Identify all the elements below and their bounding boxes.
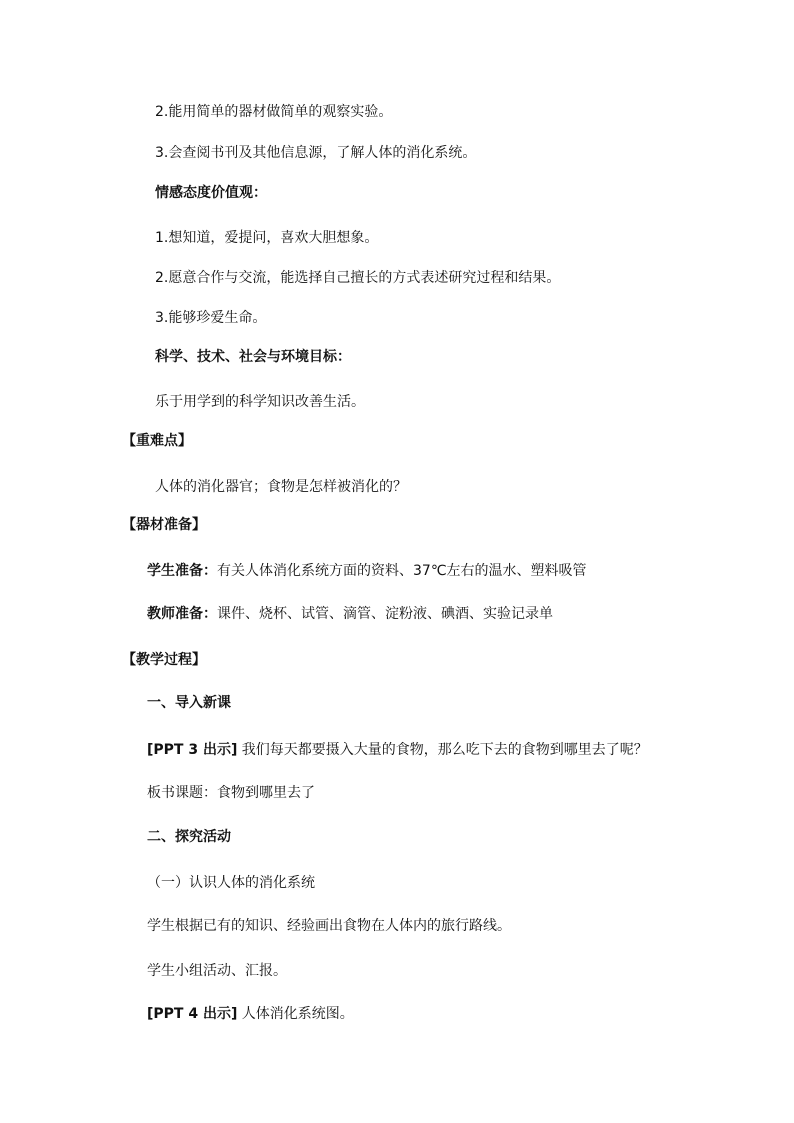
- intro-heading: 一、导入新课: [147, 695, 231, 711]
- ppt4-text: 人体消化系统图。: [237, 1006, 354, 1022]
- teacher-prep: [147, 604, 553, 624]
- student-prep-text: 有关人体消化系统方面的资料、37℃左右的温水、塑料吸管: [217, 563, 587, 579]
- student-prep-label: 学生准备：: [147, 563, 217, 579]
- process-heading: 【教学过程】: [122, 652, 206, 668]
- stse-text: 乐于用学到的科学知识改善生活。: [155, 394, 365, 410]
- emotion-item-3: 3.能够珍爱生命。: [155, 310, 267, 326]
- objective-item-3: 3.会查阅书刊及其他信息源，了解人体的消化系统。: [155, 145, 477, 161]
- sub-heading-1: （一）认识人体的消化系统: [147, 875, 315, 891]
- ppt4-line: [147, 1004, 354, 1024]
- emotion-item-2: 2.愿意合作与交流，能选择自己擅长的方式表述研究过程和结果。: [155, 270, 561, 286]
- ppt3-tag: [PPT 3 出示]: [147, 742, 238, 758]
- objective-item-2: 2.能用简单的器材做简单的观察实验。: [155, 104, 393, 120]
- teacher-prep-text: 课件、烧杯、试管、滴管、淀粉液、碘酒、实验记录单: [217, 606, 553, 622]
- student-prep: [147, 561, 587, 581]
- board-title: 板书课题：食物到哪里去了: [147, 785, 315, 801]
- emotion-item-1: 1.想知道，爱提问，喜欢大胆想象。: [155, 230, 379, 246]
- teacher-prep-label: 教师准备：: [147, 606, 217, 622]
- ppt3-text: 我们每天都要摄入大量的食物，那么吃下去的食物到哪里去了呢？: [237, 742, 648, 758]
- materials-heading: 【器材准备】: [122, 517, 206, 533]
- key-points-text: 人体的消化器官；食物是怎样被消化的？: [155, 479, 407, 495]
- emotion-heading: 情感态度价值观：: [155, 185, 267, 201]
- ppt3-line: [147, 740, 648, 760]
- student-draw: 学生根据已有的知识、经验画出食物在人体内的旅行路线。: [147, 918, 511, 934]
- explore-heading: 二、探究活动: [147, 829, 231, 845]
- group-activity: 学生小组活动、汇报。: [147, 963, 287, 979]
- key-points-heading: 【重难点】: [122, 433, 192, 449]
- ppt4-tag: [PPT 4 出示]: [147, 1006, 238, 1022]
- stse-heading: 科学、技术、社会与环境目标：: [155, 349, 351, 365]
